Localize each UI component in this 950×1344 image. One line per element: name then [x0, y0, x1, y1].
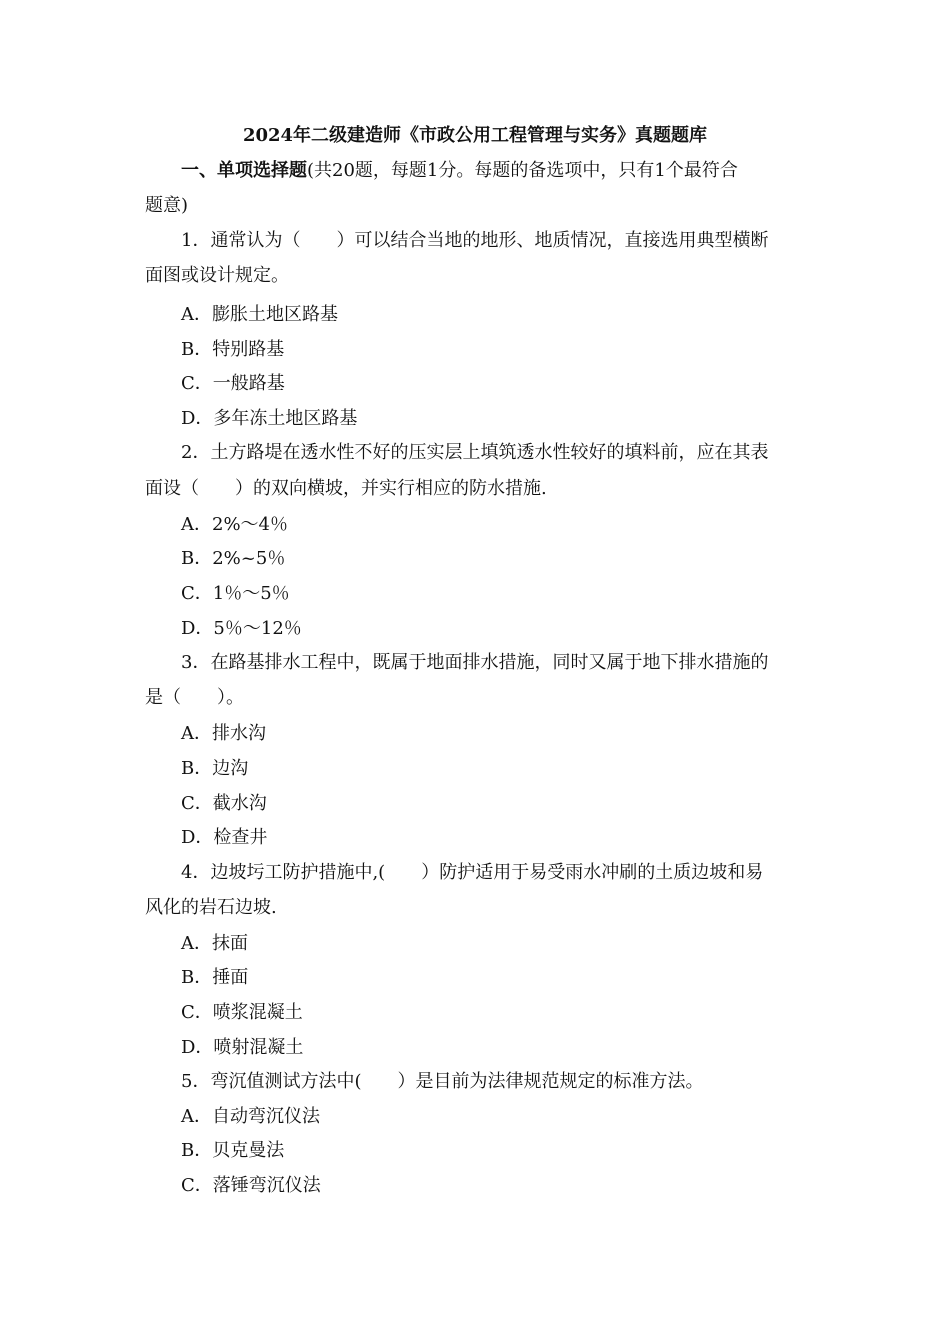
question-2-option-d: D．5％～12％	[181, 618, 302, 639]
section-description-cont: 题意)	[145, 195, 189, 216]
question-4-option-d: D．喷射混凝土	[181, 1037, 304, 1058]
section-heading: 一、单项选择题	[181, 160, 307, 181]
question-3-stem-cont: 是（ ）。	[145, 687, 244, 708]
question-1-option-d: D．多年冻土地区路基	[181, 408, 358, 429]
question-2-option-b: B．2%~5％	[181, 548, 286, 569]
question-3-option-c: C．截水沟	[181, 793, 267, 814]
question-3-stem: 3．在路基排水工程中，既属于地面排水措施，同时又属于地下排水措施的	[181, 652, 769, 673]
question-3-option-b: B．边沟	[181, 758, 249, 779]
question-3-option-d: D．检查井	[181, 827, 268, 848]
question-2-option-c: C．1％～5％	[181, 583, 290, 604]
question-4-stem: 4．边坡圬工防护措施中,( ）防护适用于易受雨水冲刷的土质边坡和易	[181, 862, 764, 883]
question-4-option-b: B．捶面	[181, 967, 249, 988]
question-2-stem-cont: 面设（ ）的双向横坡，并实行相应的防水措施.	[145, 478, 547, 499]
question-2-stem: 2．土方路堤在透水性不好的压实层上填筑透水性较好的填料前，应在其表	[181, 442, 769, 463]
question-4-stem-cont: 风化的岩石边坡.	[145, 897, 277, 918]
question-1-stem: 1．通常认为（ ）可以结合当地的地形、地质情况，直接选用典型横断	[181, 230, 769, 251]
question-1-option-b: B．特别路基	[181, 339, 285, 360]
question-1-option-c: C．一般路基	[181, 373, 285, 394]
question-4-option-c: C．喷浆混凝土	[181, 1002, 303, 1023]
question-5-option-c: C．落锤弯沉仪法	[181, 1175, 321, 1196]
question-5-option-b: B．贝克曼法	[181, 1140, 285, 1161]
question-2-option-a: A．2%～4％	[181, 514, 289, 535]
question-1-stem-cont: 面图或设计规定。	[145, 265, 289, 286]
question-3-option-a: A．排水沟	[181, 723, 266, 744]
section-description: (共20题，每题1分。每题的备选项中，只有1个最符合	[307, 160, 738, 181]
question-4-option-a: A．抹面	[181, 933, 248, 954]
section-intro-line	[181, 159, 738, 183]
question-5-option-a: A．自动弯沉仪法	[181, 1106, 320, 1127]
document-title: 2024年二级建造师《市政公用工程管理与实务》真题题库	[242, 125, 708, 146]
question-1-option-a: A．膨胀土地区路基	[181, 304, 338, 325]
question-5-stem: 5．弯沉值测试方法中( ）是目前为法律规范规定的标准方法。	[181, 1071, 704, 1092]
